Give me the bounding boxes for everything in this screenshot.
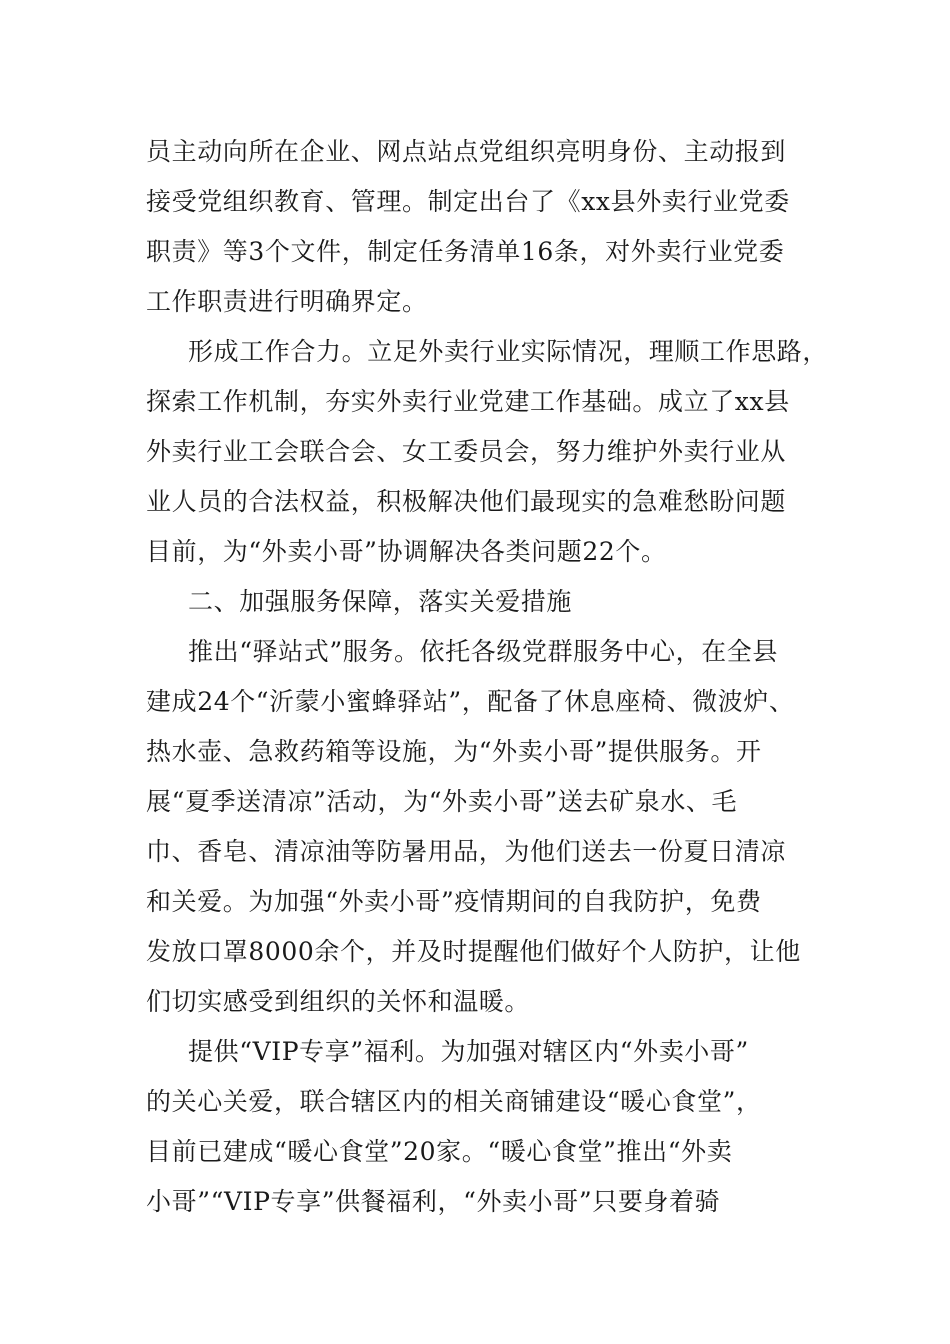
paragraph-party-duties	[146, 127, 826, 327]
paragraph-station-service	[146, 627, 826, 1027]
text-line: 工作职责进行明确界定。	[146, 287, 428, 316]
text-line: 巾、香皂、清凉油等防暑用品，为他们送去一份夏日清凉	[146, 837, 787, 866]
text-line: 展“夏季送清凉”活动，为“外卖小哥”送去矿泉水、毛	[146, 787, 738, 816]
text-line: 形成工作合力。立足外卖行业实际情况，理顺工作思路，	[188, 337, 829, 366]
paragraph-work-synergy	[146, 327, 829, 577]
text-line: 和关爱。为加强“外卖小哥”疫情期间的自我防护，免费	[146, 887, 762, 916]
text-line: 目前，为“外卖小哥”协调解决各类问题22个。	[146, 537, 667, 566]
text-line: 外卖行业工会联合会、女工委员会，努力维护外卖行业从	[146, 437, 787, 466]
text-line: 员主动向所在企业、网点站点党组织亮明身份、主动报到	[146, 137, 787, 166]
text-line: 发放口罩8000余个，并及时提醒他们做好个人防护，让他	[146, 937, 801, 966]
text-line: 接受党组织教育、管理。制定出台了《xx县外卖行业党委	[146, 187, 790, 216]
text-line: 推出“驿站式”服务。依托各级党群服务中心，在全县	[188, 637, 778, 666]
heading-text: 二、加强服务保障，落实关爱措施	[188, 587, 573, 616]
text-line: 职责》等3个文件，制定任务清单16条，对外卖行业党委	[146, 237, 785, 266]
text-line: 小哥”“VIP专享”供餐福利，“外卖小哥”只要身着骑	[146, 1187, 721, 1216]
document-body	[146, 127, 829, 1227]
text-line: 建成24个“沂蒙小蜜蜂驿站”，配备了休息座椅、微波炉、	[146, 687, 795, 716]
section-heading	[146, 577, 826, 627]
text-line: 探索工作机制，夯实外卖行业党建工作基础。成立了xx县	[146, 387, 790, 416]
text-line: 热水壶、急救药箱等设施，为“外卖小哥”提供服务。开	[146, 737, 762, 766]
text-line: 的关心关爱，联合辖区内的相关商铺建设“暖心食堂”，	[146, 1087, 762, 1116]
text-line: 提供“VIP专享”福利。为加强对辖区内“外卖小哥”	[188, 1037, 749, 1066]
paragraph-vip-benefits	[146, 1027, 826, 1227]
text-line: 目前已建成“暖心食堂”20家。“暖心食堂”推出“外卖	[146, 1137, 733, 1166]
text-line: 业人员的合法权益，积极解决他们最现实的急难愁盼问题	[146, 487, 787, 516]
text-line: 们切实感受到组织的关怀和温暖。	[146, 987, 531, 1016]
